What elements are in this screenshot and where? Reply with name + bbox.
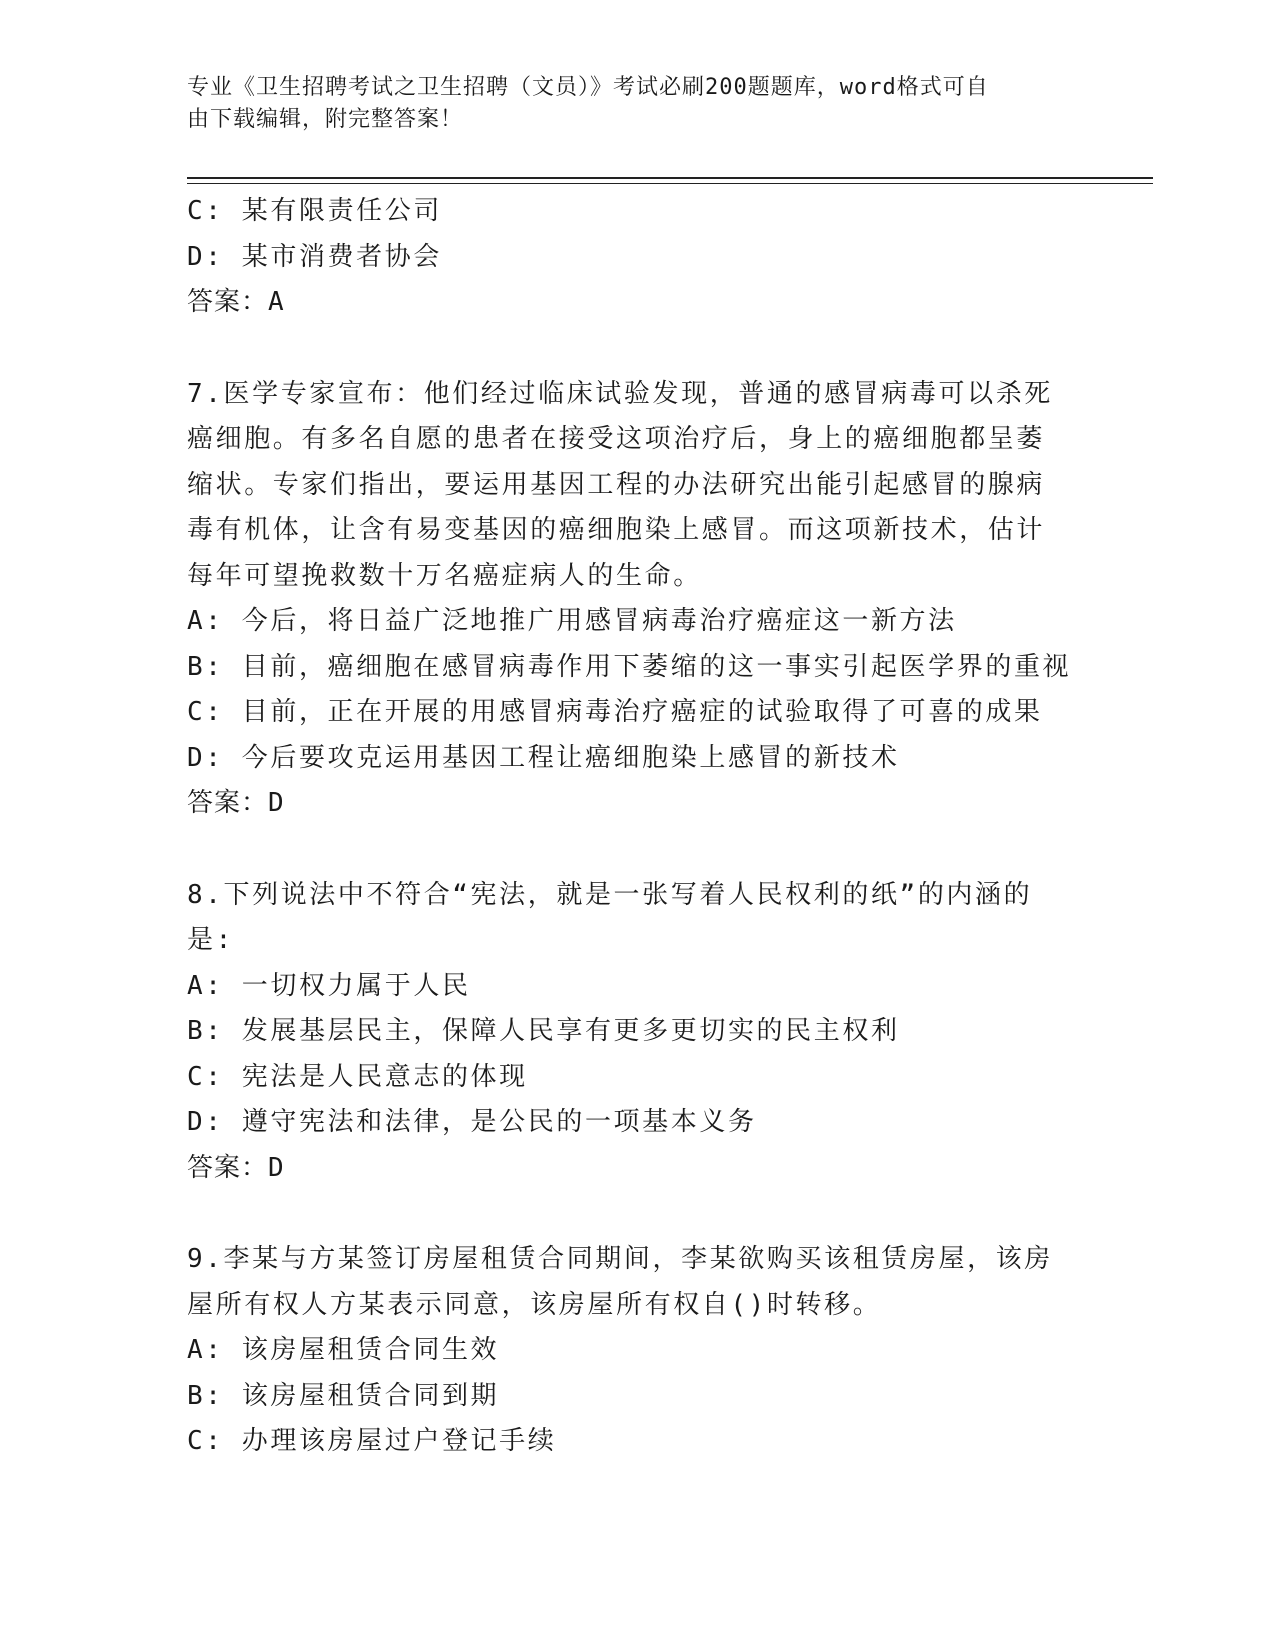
answer-line: 答案：D	[187, 788, 285, 818]
option-a: A: 今后，将日益广泛地推广用感冒病毒治疗癌症这一新方法	[187, 606, 957, 636]
option-c: C: 某有限责任公司	[187, 196, 442, 226]
question-stem-line: 屋所有权人方某表示同意，该房屋所有权自()时转移。	[187, 1289, 882, 1320]
option-c: C: 目前，正在开展的用感冒病毒治疗癌症的试验取得了可喜的成果	[187, 697, 1043, 727]
answer-line: 答案：A	[187, 287, 285, 317]
header-divider-thick	[187, 177, 1153, 179]
option-c: C: 办理该房屋过户登记手续	[187, 1426, 557, 1456]
option-c: C: 宪法是人民意志的体现	[187, 1061, 528, 1092]
question-content	[187, 189, 1087, 1465]
question-stem-line: 9.李某与方某签订房屋租赁合同期间，李某欲购买该租赁房屋，该房	[187, 1244, 1053, 1274]
option-b: B: 该房屋租赁合同到期	[187, 1380, 500, 1411]
question-spacer	[187, 827, 1087, 873]
question-stem-line: 缩状。专家们指出，要运用基因工程的办法研究出能引起感冒的腺病	[187, 469, 1046, 500]
header-line-2: 由下载编辑，附完整答案！	[187, 107, 464, 132]
page-header	[187, 72, 1067, 136]
option-b: B: 目前，癌细胞在感冒病毒作用下萎缩的这一事实引起医学界的重视	[187, 651, 1072, 682]
question-8	[187, 873, 1087, 1192]
option-d: D: 今后要攻克运用基因工程让癌细胞染上感冒的新技术	[187, 742, 900, 773]
option-d: D: 遵守宪法和法律，是公民的一项基本义务	[187, 1107, 757, 1137]
option-a: A: 该房屋租赁合同生效	[187, 1335, 500, 1365]
question-stem-line: 毒有机体，让含有易变基因的癌细胞染上感冒。而这项新技术，估计	[187, 515, 1046, 545]
question-spacer	[187, 1191, 1087, 1237]
question-stem-line: 癌细胞。有多名自愿的患者在接受这项治疗后，身上的癌细胞都呈萎	[187, 424, 1046, 454]
option-d: D: 某市消费者协会	[187, 241, 442, 272]
header-divider-thin	[187, 183, 1153, 184]
question-spacer	[187, 326, 1087, 372]
question-stem-line: 是:	[187, 925, 234, 955]
question-stem-line: 每年可望挽救数十万名癌症病人的生命。	[187, 560, 702, 591]
question-9	[187, 1237, 1087, 1465]
header-line-1: 专业《卫生招聘考试之卫生招聘（文员）》考试必刷200题题库，word格式可自	[187, 75, 989, 100]
option-a: A: 一切权力属于人民	[187, 970, 471, 1001]
question-stem-line: 8.下列说法中不符合“宪法，就是一张写着人民权利的纸”的内涵的	[187, 879, 1033, 910]
option-b: B: 发展基层民主，保障人民享有更多更切实的民主权利	[187, 1016, 900, 1046]
question-7	[187, 372, 1087, 827]
question-stem-line: 7.医学专家宣布：他们经过临床试验发现，普通的感冒病毒可以杀死	[187, 378, 1053, 409]
previous-question-tail	[187, 189, 1087, 326]
answer-line: 答案：D	[187, 1152, 285, 1183]
